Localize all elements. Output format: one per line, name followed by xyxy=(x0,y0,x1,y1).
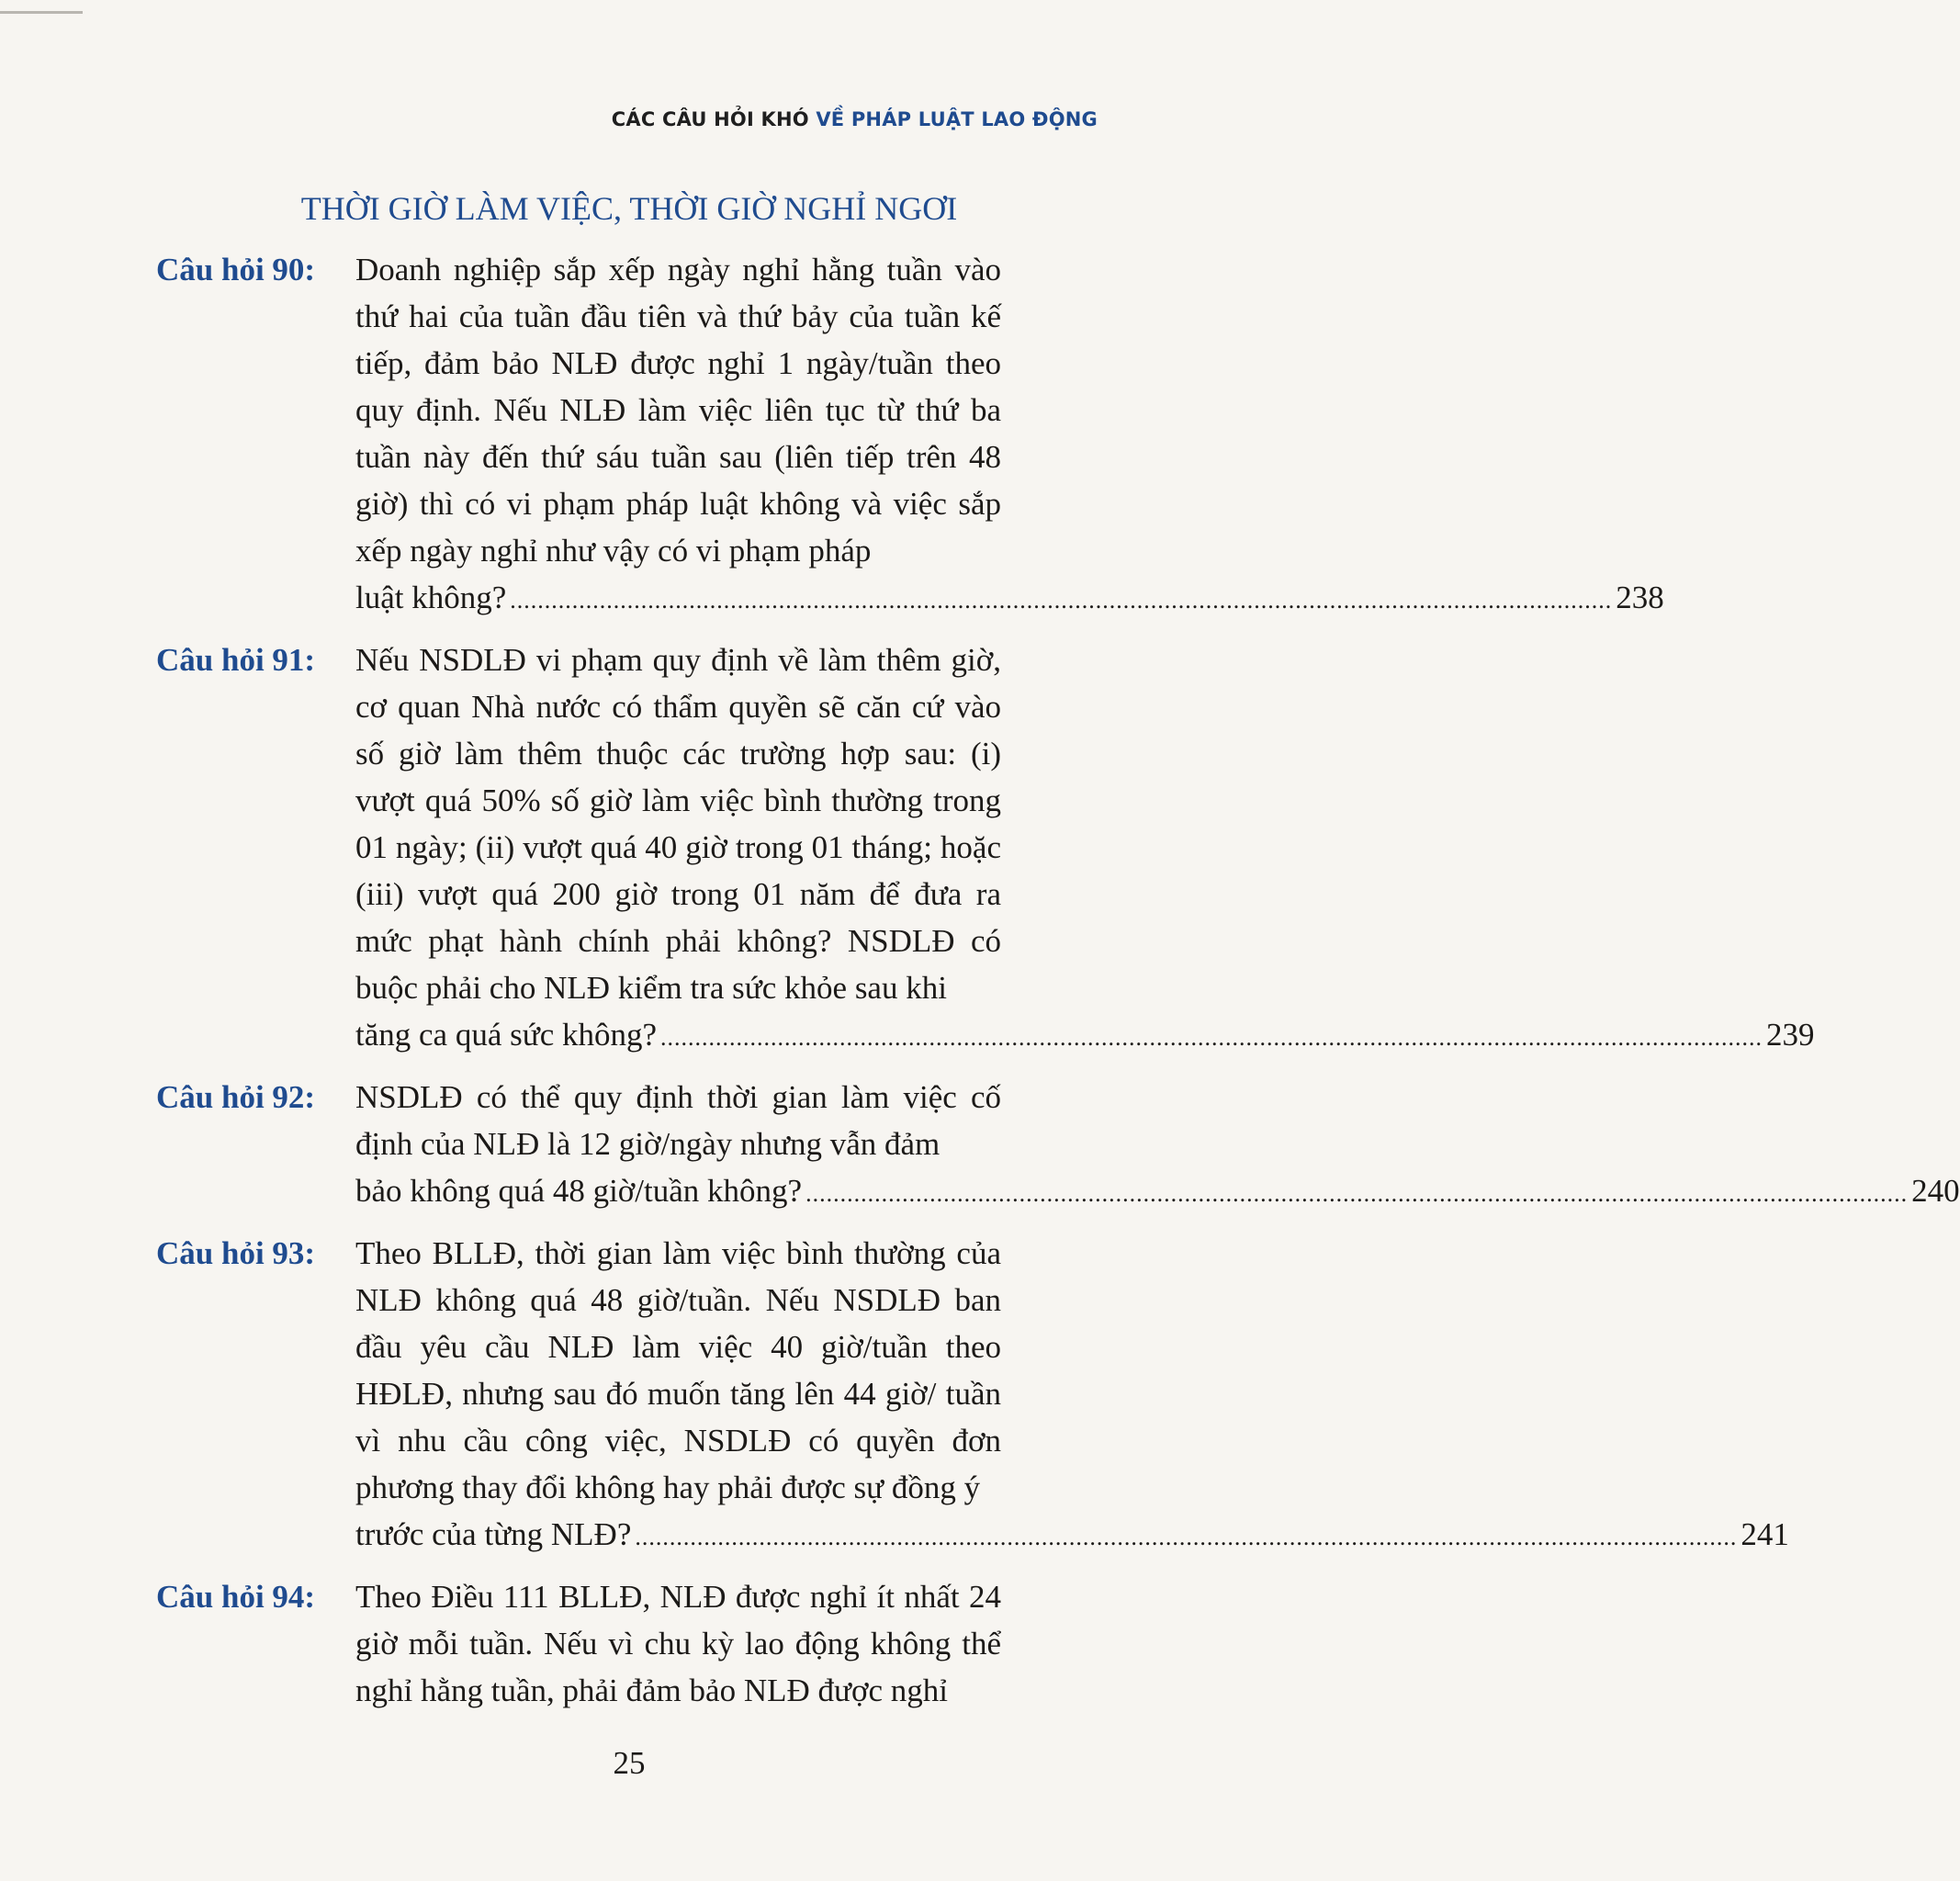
toc-entry-91[interactable] xyxy=(0,636,1815,1061)
scan-edge-mark xyxy=(0,11,83,14)
question-label: Câu hỏi 90: xyxy=(156,252,316,287)
leader-dots: ................................................................................................................................................................ xyxy=(510,587,1613,614)
question-body: NSDLĐ có thể quy định thời gian làm việc cố định của NLĐ là 12 giờ/ngày nhưng vẫn đảm xyxy=(355,1079,1001,1162)
page-number-ref[interactable]: 241 xyxy=(1740,1516,1789,1552)
toc-entry-92[interactable] xyxy=(0,1074,1960,1217)
leader-dots: ................................................................................................................................................................ xyxy=(660,1024,1763,1051)
question-body: Theo BLLĐ, thời gian làm việc bình thường của NLĐ không quá 48 giờ/tuần. Nếu NSDLĐ ban đầu yêu cầu NLĐ làm việc 40 giờ/tuần theo HĐLĐ, nhưng sau đó muốn tăng lên 44 giờ/ tuần vì nhu cầu công việc, NSDLĐ có quyền đơn phương thay đổi không hay phải được sự đồng ý xyxy=(355,1235,1001,1505)
question-body: Doanh nghiệp sắp xếp ngày nghỉ hằng tuần vào thứ hai của tuần đầu tiên và thứ bảy của tuần kế tiếp, đảm bảo NLĐ được nghỉ 1 ngày/tuần theo quy định. Nếu NLĐ làm việc liên tục từ thứ ba tuần này đến thứ sáu tuần sau (liên tiếp trên 48 giờ) thì có vi phạm pháp luật không và việc sắp xếp ngày nghỉ như vậy có vi phạm pháp xyxy=(355,252,1001,569)
leader-dots: ................................................................................................................................................................ xyxy=(805,1180,1909,1207)
question-tail: trước của từng NLĐ? xyxy=(355,1516,632,1552)
question-tail: luật không? xyxy=(355,580,507,615)
running-header xyxy=(612,108,1098,130)
page-number-ref[interactable]: 238 xyxy=(1616,580,1664,615)
question-text xyxy=(355,246,1664,624)
question-text xyxy=(355,1230,1789,1560)
question-text xyxy=(355,636,1815,1061)
question-text xyxy=(355,1573,1001,1714)
table-of-contents xyxy=(0,246,1960,1727)
question-body: Theo Điều 111 BLLĐ, NLĐ được nghỉ ít nhất 24 giờ mỗi tuần. Nếu vì chu kỳ lao động không thể nghỉ hằng tuần, phải đảm bảo NLĐ được nghỉ xyxy=(355,1579,1001,1708)
running-header-part1: CÁC CÂU HỎI KHÓ xyxy=(611,108,809,130)
page-folio: 25 xyxy=(613,1745,646,1781)
question-label: Câu hỏi 93: xyxy=(156,1235,316,1271)
question-last-line xyxy=(355,574,1664,624)
question-label: Câu hỏi 91: xyxy=(156,642,316,678)
question-label: Câu hỏi 94: xyxy=(156,1579,316,1615)
question-tail: bảo không quá 48 giờ/tuần không? xyxy=(355,1173,803,1209)
question-last-line xyxy=(355,1167,1960,1217)
toc-entry-94[interactable] xyxy=(0,1573,1235,1714)
question-last-line xyxy=(355,1011,1815,1061)
section-title: THỜI GIỜ LÀM VIỆC, THỜI GIỜ NGHỈ NGƠI xyxy=(300,190,958,227)
page-number-ref[interactable]: 239 xyxy=(1766,1017,1815,1053)
question-last-line xyxy=(355,1511,1789,1560)
question-body: Nếu NSDLĐ vi phạm quy định về làm thêm giờ, cơ quan Nhà nước có thẩm quyền sẽ căn cứ vào số giờ làm thêm thuộc các trường hợp sau: (i) vượt quá 50% số giờ làm việc bình thường trong 01 ngày; (ii) vượt quá 40 giờ trong 01 tháng; hoặc (iii) vượt quá 200 giờ trong 01 năm để đưa ra mức phạt hành chính phải không? NSDLĐ có buộc phải cho NLĐ kiểm tra sức khỏe sau khi xyxy=(355,642,1001,1006)
leader-dots: ................................................................................................................................................................ xyxy=(635,1524,1738,1550)
running-header-part2: VỀ PHÁP LUẬT LAO ĐỘNG xyxy=(816,108,1098,130)
toc-entry-90[interactable] xyxy=(0,246,1664,624)
page-number-ref[interactable]: 240 xyxy=(1911,1173,1960,1209)
question-text xyxy=(355,1074,1960,1217)
question-label: Câu hỏi 92: xyxy=(156,1079,316,1115)
toc-entry-93[interactable] xyxy=(0,1230,1789,1560)
question-tail: tăng ca quá sức không? xyxy=(355,1017,658,1053)
